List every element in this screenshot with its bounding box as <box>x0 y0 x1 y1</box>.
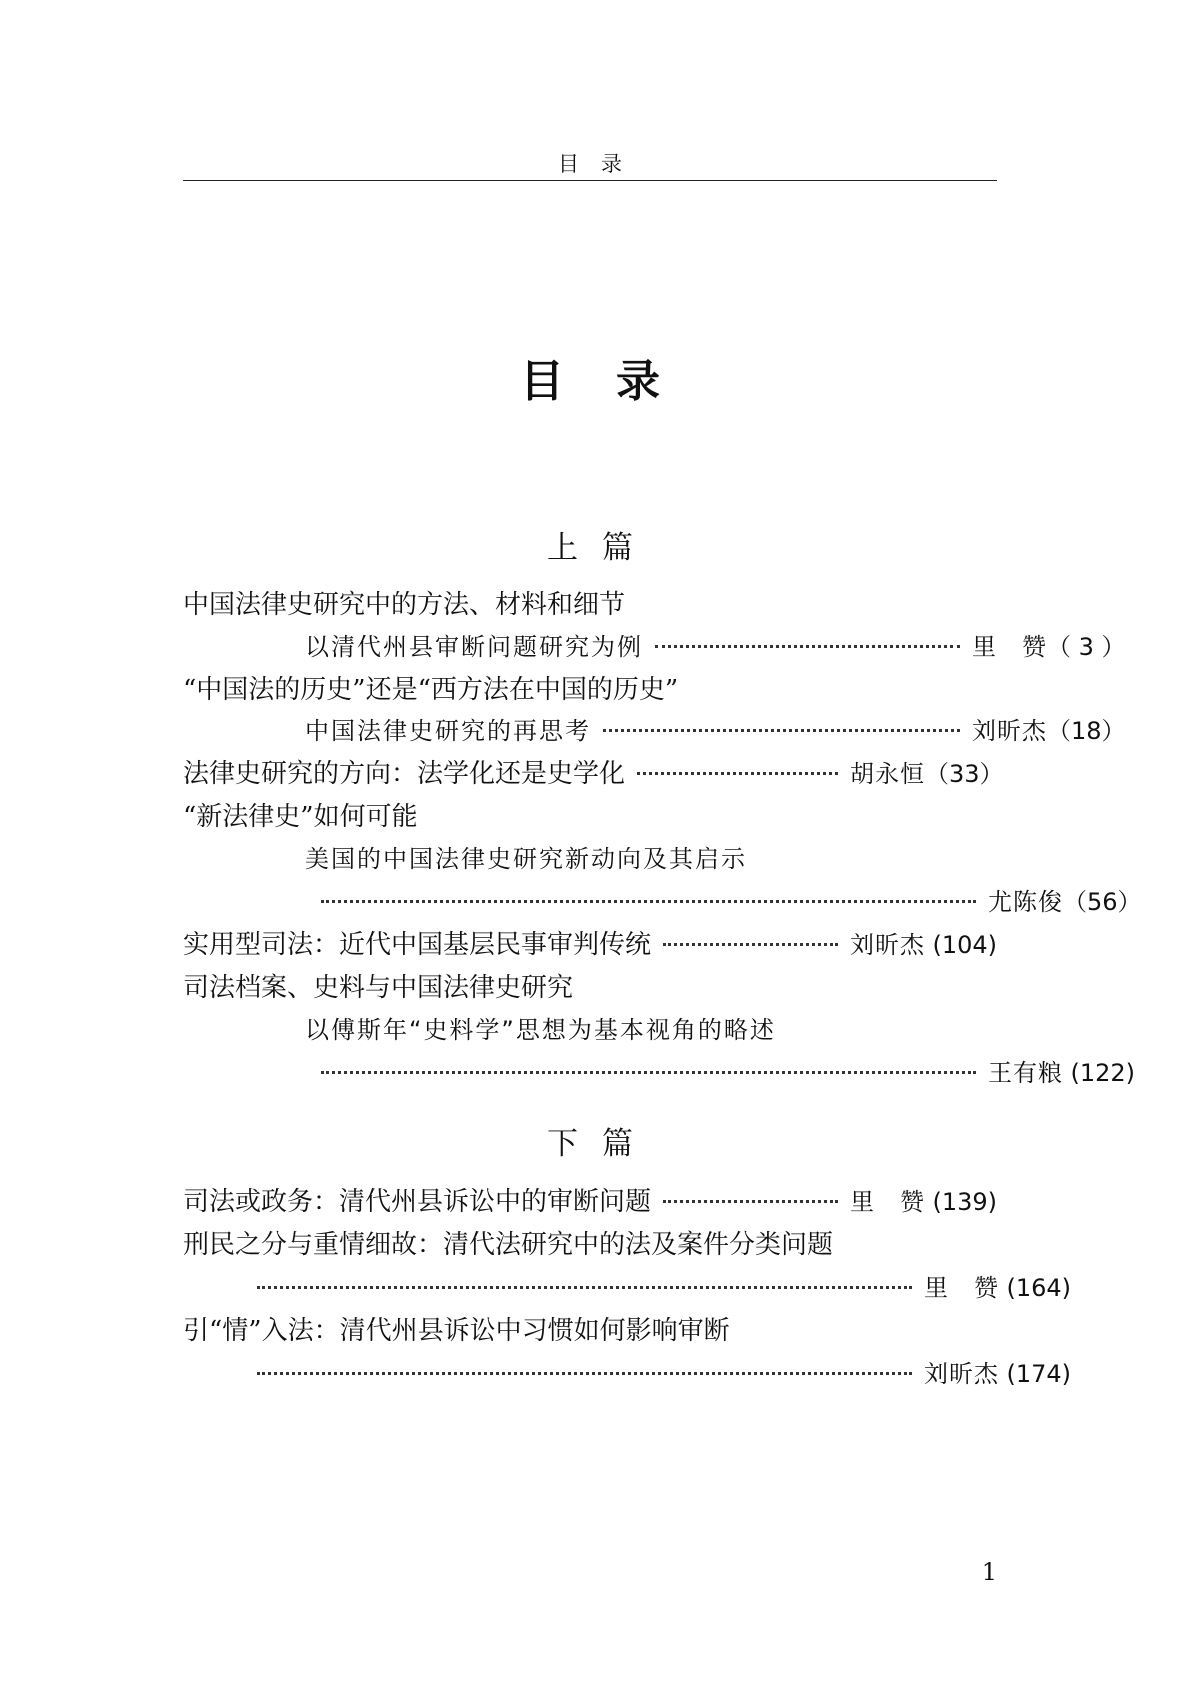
dot-leader <box>663 1200 838 1203</box>
dot-leader <box>663 943 838 946</box>
section-heading-part-two: 下篇 <box>547 1126 657 1162</box>
toc-entry-line[interactable] <box>183 1182 997 1222</box>
toc-entry-author: 刘昕杰 <box>850 931 925 959</box>
toc-entry-title-text: 法律史研究的方向：法学化还是史学化 <box>183 759 626 789</box>
toc-entry-title-text: 实用型司法：近代中国基层民事审判传统 <box>183 930 652 960</box>
toc-entry-author: 刘昕杰 <box>924 1360 999 1388</box>
toc-entry-leader-line[interactable] <box>183 882 1142 922</box>
toc-entry-leader-line[interactable] <box>183 1053 1135 1093</box>
toc-entry-title-text: 刑民之分与重情细故：清代法研究中的法及案件分类问题 <box>183 1230 834 1260</box>
toc-entry-author: 里 赞 <box>850 1188 925 1216</box>
toc-entry-title[interactable] <box>183 1311 997 1351</box>
page-number: 1 <box>981 1558 997 1586</box>
dot-leader <box>321 900 976 903</box>
toc-entry-title-text: “新法律史”如何可能 <box>183 802 418 832</box>
toc-entry-line[interactable] <box>183 925 997 965</box>
toc-entry-subtitle-line[interactable] <box>183 711 1126 751</box>
toc-entry-subtitle-line[interactable] <box>183 839 1119 879</box>
toc-entry-page: (139) <box>932 1188 997 1216</box>
dot-leader <box>257 1286 912 1289</box>
toc-entry-title-text: 司法或政务：清代州县诉讼中的审断问题 <box>183 1187 652 1217</box>
toc-entry-title[interactable] <box>183 1225 997 1265</box>
toc-entry-subtitle-line[interactable] <box>183 1010 1119 1050</box>
toc-entry-leader-line[interactable] <box>183 1354 1071 1394</box>
toc-entry-subtitle: 美国的中国法律史研究新动向及其启示 <box>305 845 747 873</box>
dot-leader <box>637 772 838 775</box>
toc-entry-subtitle-line[interactable] <box>183 627 1126 667</box>
toc-entry-title-text: 中国法律史研究中的方法、材料和细节 <box>183 590 626 620</box>
toc-entry-author: 刘昕杰 <box>972 717 1047 745</box>
toc-entry-page: （ 3 ） <box>1047 633 1126 661</box>
toc-entry-subtitle: 以傅斯年“史料学”思想为基本视角的略述 <box>305 1016 776 1044</box>
running-header: 目录 <box>558 152 644 176</box>
toc-entry-page: （33） <box>925 760 1004 788</box>
toc-entry-page: （18） <box>1047 717 1126 745</box>
dot-leader <box>257 1372 912 1375</box>
dot-leader <box>655 645 960 648</box>
toc-entry-line[interactable] <box>183 754 1004 794</box>
toc-entry-title[interactable] <box>183 968 997 1008</box>
toc-entry-leader-line[interactable] <box>183 1268 1071 1308</box>
toc-entry-page: （56） <box>1063 888 1142 916</box>
toc-entry-author: 里 赞 <box>972 633 1047 661</box>
toc-entry-page: (164) <box>1006 1274 1071 1302</box>
toc-entry-author: 里 赞 <box>924 1274 999 1302</box>
toc-entry-author: 尤陈俊 <box>988 888 1063 916</box>
toc-entry-title[interactable] <box>183 585 997 625</box>
toc-entry-title[interactable] <box>183 670 997 710</box>
toc-entry-author: 胡永恒 <box>850 760 925 788</box>
toc-entry-page: (122) <box>1070 1059 1135 1087</box>
section-heading-part-one: 上篇 <box>547 530 657 566</box>
dot-leader <box>603 729 960 732</box>
toc-entry-author: 王有粮 <box>988 1059 1063 1087</box>
page-title: 目录 <box>520 356 712 407</box>
toc-entry-title[interactable] <box>183 797 997 837</box>
toc-entry-title-text: 司法档案、史料与中国法律史研究 <box>183 973 574 1003</box>
dot-leader <box>321 1071 976 1074</box>
toc-entry-title-text: 引“情”入法：清代州县诉讼中习惯如何影响审断 <box>183 1316 730 1346</box>
header-rule <box>183 180 997 181</box>
toc-entry-subtitle: 以清代州县审断问题研究为例 <box>305 633 643 661</box>
toc-entry-page: (104) <box>932 931 997 959</box>
toc-entry-title-text: “中国法的历史”还是“西方法在中国的历史” <box>183 675 679 705</box>
toc-entry-subtitle: 中国法律史研究的再思考 <box>305 717 591 745</box>
toc-entry-page: (174) <box>1006 1360 1071 1388</box>
